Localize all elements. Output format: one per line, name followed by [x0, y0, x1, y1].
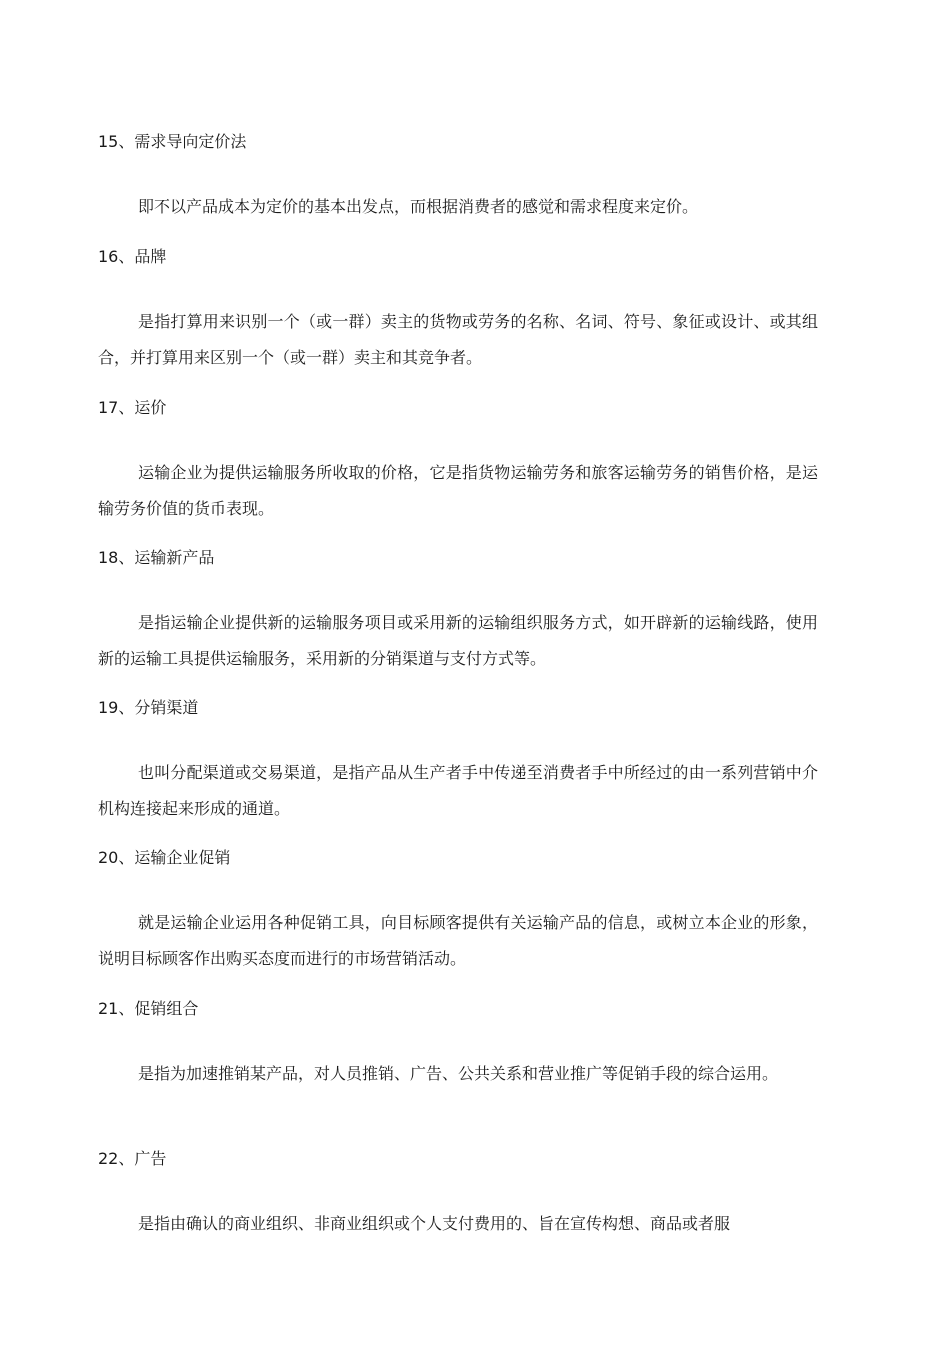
term-heading: 15、需求导向定价法 [98, 132, 247, 151]
entry-17 [98, 398, 818, 527]
term-definition: 也叫分配渠道或交易渠道，是指产品从生产者手中传递至消费者手中所经过的由一系列营销中介机构连接起来形成的通道。 [98, 763, 818, 818]
entry-22 [98, 1149, 818, 1242]
term-heading: 18、运输新产品 [98, 548, 215, 567]
entry-16 [98, 247, 818, 376]
term-definition: 运输企业为提供运输服务所收取的价格，它是指货物运输劳务和旅客运输劳务的销售价格，是运输劳务价值的货币表现。 [98, 463, 818, 518]
term-definition: 是指为加速推销某产品，对人员推销、广告、公共关系和营业推广等促销手段的综合运用。 [138, 1064, 779, 1083]
term-heading: 22、广告 [98, 1149, 167, 1168]
term-definition: 是指打算用来识别一个（或一群）卖主的货物或劳务的名称、名词、符号、象征或设计、或其组合，并打算用来区别一个（或一群）卖主和其竞争者。 [98, 312, 818, 367]
entry-21 [98, 999, 818, 1092]
term-definition: 是指运输企业提供新的运输服务项目或采用新的运输组织服务方式，如开辟新的运输线路，使用新的运输工具提供运输服务，采用新的分销渠道与支付方式等。 [98, 613, 818, 668]
entry-20 [98, 848, 818, 977]
term-heading: 16、品牌 [98, 247, 167, 266]
term-definition: 就是运输企业运用各种促销工具，向目标顾客提供有关运输产品的信息，或树立本企业的形象，说明目标顾客作出购买态度而进行的市场营销活动。 [98, 913, 818, 968]
term-definition: 即不以产品成本为定价的基本出发点，而根据消费者的感觉和需求程度来定价。 [138, 197, 699, 216]
entry-19 [98, 698, 818, 827]
entry-18 [98, 548, 818, 677]
term-definition: 是指由确认的商业组织、非商业组织或个人支付费用的、旨在宣传构想、商品或者服 [138, 1214, 731, 1233]
term-heading: 19、分销渠道 [98, 698, 199, 717]
term-heading: 20、运输企业促销 [98, 848, 231, 867]
term-heading: 17、运价 [98, 398, 167, 417]
entry-15 [98, 132, 818, 225]
term-heading: 21、促销组合 [98, 999, 199, 1018]
